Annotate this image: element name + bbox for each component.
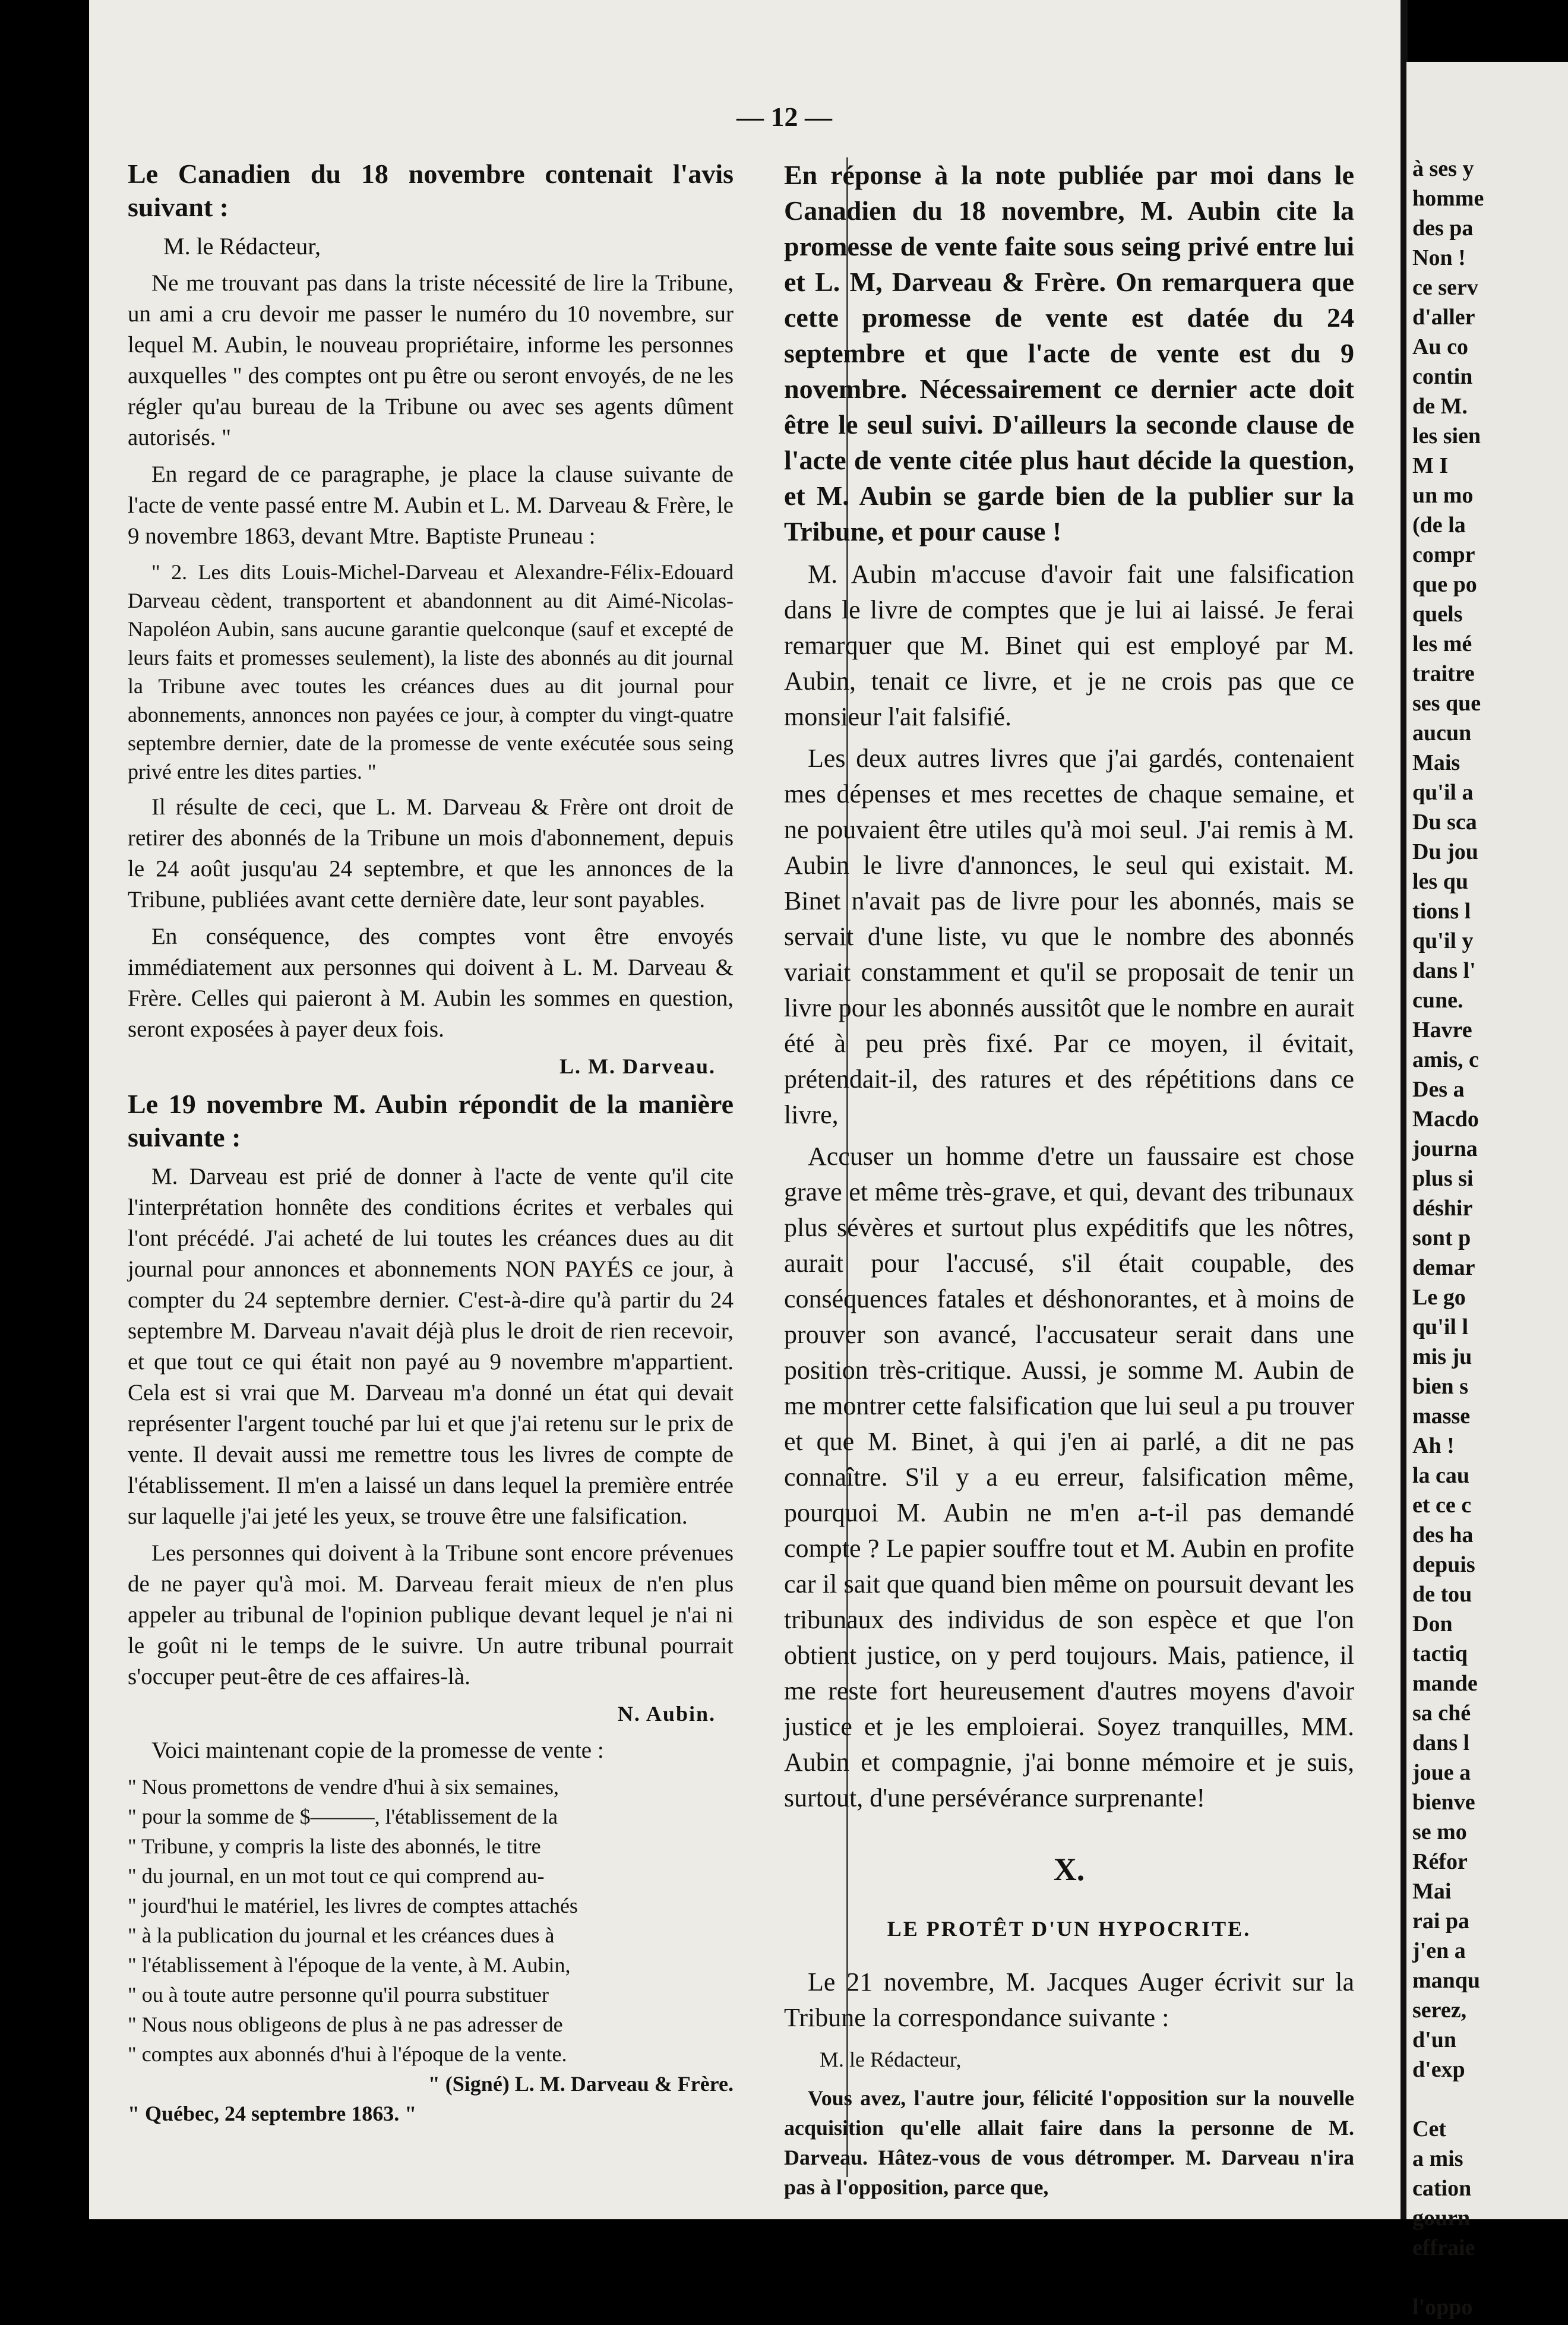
fragment-line: Au co bbox=[1412, 334, 1468, 359]
fragment-line: serez, bbox=[1412, 1998, 1467, 2023]
fragment-line: masse bbox=[1412, 1404, 1471, 1429]
fragment-line: mis ju bbox=[1412, 1344, 1472, 1369]
fragment-line: de tou bbox=[1412, 1582, 1472, 1607]
fragment-line: d'aller bbox=[1412, 305, 1475, 330]
quote-line: " à la publication du journal et les créances dues à bbox=[128, 1923, 555, 1947]
fragment-line: Macdo bbox=[1412, 1107, 1479, 1132]
fragment-line: Des a bbox=[1412, 1077, 1465, 1102]
quote-line: " jourd'hui le matériel, les livres de comptes attachés bbox=[128, 1894, 578, 1918]
fragment-line: manqu bbox=[1412, 1968, 1481, 1993]
salutation: M. le Rédacteur, bbox=[820, 2048, 962, 2071]
fragment-line: se mo bbox=[1412, 1819, 1467, 1844]
fragment-line: déshir bbox=[1412, 1196, 1473, 1221]
fragment-line: bien s bbox=[1412, 1374, 1468, 1399]
fragment-line: qu'il a bbox=[1412, 780, 1474, 805]
fragment-line: amis, c bbox=[1412, 1047, 1479, 1072]
left-column bbox=[128, 157, 734, 2128]
fragment-line: aucun bbox=[1412, 721, 1472, 745]
quoted-promise bbox=[128, 1772, 734, 2128]
paragraph: Les deux autres livres que j'ai gardés, contenaient mes dépenses et mes recettes de chaque semaine, et ne pouvaient être utiles qu'à moi seul. J'ai remis à M. Aubin le livre d'annonces, le seul qui existait. M. Binet n'avait pas de livre pour les abonnés, mais se servait d'une liste, vu que le nombre des abonnés variait constamment et qu'il se proposait de tenir un livre pour les abonnés aussitôt que le nombre en aurait été à peu près fixé. Par ce moyen, il évitait, prétendait-il, des ratures et des répétitions dans ce livre, bbox=[784, 744, 1354, 1129]
quote-line: " Tribune, y compris la liste des abonnés, le titre bbox=[128, 1834, 541, 1858]
fragment-line: Non ! bbox=[1412, 245, 1466, 270]
fragment-line: rai pa bbox=[1412, 1909, 1470, 1934]
fragment-line: d'exp bbox=[1412, 2057, 1465, 2082]
fragment-line: tions l bbox=[1412, 899, 1471, 924]
fragment-line: j'en a bbox=[1412, 1938, 1466, 1963]
section-title: LE PROTÊT D'UN HYPOCRITE. bbox=[887, 1917, 1251, 1941]
fragment-line: cune. bbox=[1412, 988, 1463, 1013]
fragment-line: mande bbox=[1412, 1671, 1478, 1696]
fragment-line: Mai bbox=[1412, 1879, 1452, 1904]
fragment-line: joue a bbox=[1412, 1760, 1471, 1785]
paragraph: M. Aubin m'accuse d'avoir fait une falsification dans le livre de comptes que je lui ai laissé. Je ferai remarquer que M. Binet qui est employé par M. Aubin, tenait ce livre, et je ne crois pas que ce monsieur l'ait falsifié. bbox=[784, 560, 1354, 731]
fragment-line: des ha bbox=[1412, 1522, 1474, 1547]
fragment-line: plus si bbox=[1412, 1166, 1474, 1191]
paragraph: Voici maintenant copie de la promesse de vente : bbox=[151, 1738, 604, 1763]
fragment-line: compr bbox=[1412, 542, 1475, 567]
fragment-line: cation bbox=[1412, 2176, 1472, 2201]
fragment-line: un mo bbox=[1412, 483, 1474, 508]
fragment-line: sa ché bbox=[1412, 1701, 1471, 1726]
fragment-line: homme bbox=[1412, 186, 1484, 211]
paragraph: Accuser un homme d'etre un faussaire est chose grave et même très-grave, et qui, devant des tribunaux plus sévères et surtout plus expéditifs que les nôtres, aurait pour l'accusé, s'il était coupable, des conséquences fatales et déshonorantes, et à moins de prouver son avancé, l'accusateur serait dans une position très-critique. Aussi, je somme M. Aubin de me montrer cette falsification que lui seul a pu trouver et que M. Binet, à qui j'en ai parlé, a dit ne pas connaître. S'il y a eu erreur, falsification même, pourquoi M. Aubin ne m'en a-t-il pas demandé compte ? Le papier souffre tout et M. Aubin en profite car il sait que quand bien même on poursuit devant les tribunaux des individus de son espèce et que l'on obtient justice, on y perd toujours. Mais, patience, il me reste fort heureusement d'autres moyens d'avoir justice et je les emploierai. Soyez tranquilles, MM. Aubin et compagnie, j'ai bonne mémoire et je suis, surtout, d'une persévérance surprenante! bbox=[784, 1142, 1354, 1812]
fragment-line: la cau bbox=[1412, 1463, 1470, 1488]
intro-heading: Le 19 novembre M. Aubin répondit de la manière suivante : bbox=[128, 1089, 734, 1152]
fragment-line: contin bbox=[1412, 364, 1473, 389]
fragment-line: tactiq bbox=[1412, 1641, 1468, 1666]
fragment-line: que po bbox=[1412, 572, 1477, 597]
right-column bbox=[784, 157, 1354, 2208]
fragment-line: Havre bbox=[1412, 1018, 1472, 1043]
adjacent-page-fragment bbox=[1406, 62, 1568, 2320]
quote-date: " Québec, 24 septembre 1863. " bbox=[128, 2102, 417, 2125]
paragraph: Les personnes qui doivent à la Tribune sont encore prévenues de ne payer qu'à moi. M. Darveau ferait mieux de n'en plus appeler au tribunal de l'opinion publique devant lequel je n'ai ni le goût ni le temps de le suivre. Un autre tribunal pourrait s'occuper peut-être de ces affaires-là. bbox=[128, 1540, 734, 1689]
fragment-line: ses que bbox=[1412, 691, 1481, 716]
fragment-line: a mis bbox=[1412, 2146, 1463, 2171]
fragment-line: gourn bbox=[1412, 2206, 1471, 2231]
fragment-line: les qu bbox=[1412, 869, 1468, 894]
paragraph: Le 21 novembre, M. Jacques Auger écrivit sur la Tribune la correspondance suivante : bbox=[784, 1967, 1354, 2032]
fragment-line: d'un bbox=[1412, 2027, 1456, 2052]
fragment-line: Cet bbox=[1412, 2116, 1446, 2141]
quote-signature: " (Signé) L. M. Darveau & Frère. bbox=[428, 2072, 734, 2096]
signature: L. M. Darveau. bbox=[559, 1054, 716, 1078]
fragment-line: M I bbox=[1412, 453, 1449, 478]
quote-line: " Nous promettons de vendre d'hui à six semaines, bbox=[128, 1775, 559, 1799]
paragraph: En conséquence, des comptes vont être envoyés immédiatement aux personnes qui doivent à L. M. Darveau & Frère. Celles qui paieront à M. Aubin les sommes en question, seront exposées à payer deux fois. bbox=[128, 924, 734, 1042]
page-number: — 12 — bbox=[736, 102, 832, 132]
fragment-line: Du sca bbox=[1412, 810, 1477, 835]
fragment-line: traitre bbox=[1412, 661, 1475, 686]
paragraph: M. Darveau est prié de donner à l'acte de vente qu'il cite l'interprétation honnête des conditions écrites et verbales qui l'ont précédé. J'ai acheté de lui toutes les créances dues au dit journal pour annonces et abonnements NON PAYÉS ce jour, à compter du 24 septembre dernier. C'est-à-dire qu'à partir du 24 septembre M. Darveau n'avait déjà plus le droit de rien recevoir, et que tout ce qui était non payé au 9 novembre m'appartient. Cela est si vrai que M. Darveau m'a donné un état qui devait représenter l'argent touché par lui et que j'ai retenu sur le prix de vente. Il devait aussi me remettre tous les livres de compte de l'établissement. Il m'en a laissé un dans lequel la première entrée sur laquelle j'ai jeté les yeux, se trouve être une falsification. bbox=[128, 1164, 734, 1529]
fragment-line: Réfor bbox=[1412, 1849, 1468, 1874]
fragment-line: Du jou bbox=[1412, 839, 1478, 864]
fragment-line: les mé bbox=[1412, 631, 1472, 656]
fragment-line: quels bbox=[1412, 602, 1463, 627]
paragraph: Il résulte de ceci, que L. M. Darveau & Frère ont droit de retirer des abonnés de la Tribune un mois d'abonnement, depuis le 24 août jusqu'au 24 septembre, et que les annonces de la Tribune, publiées avant cette dernière date, leur sont payables. bbox=[128, 794, 734, 912]
fragment-line: et ce c bbox=[1412, 1493, 1472, 1518]
fragment-line: demar bbox=[1412, 1255, 1475, 1280]
paragraph: Vous avez, l'autre jour, félicité l'opposition sur la nouvelle acquisition qu'elle allait faire dans la personne de M. Darveau. Hâtez-vous de vous détromper. M. Darveau n'ira pas à l'opposition, parce que, bbox=[784, 2086, 1354, 2199]
fragment-line: effraie bbox=[1412, 2235, 1475, 2260]
fragment-line: depuis bbox=[1412, 1552, 1475, 1577]
fragment-line: ce serv bbox=[1412, 275, 1478, 300]
paragraph: Ne me trouvant pas dans la triste nécessité de lire la Tribune, un ami a cru devoir me passer le numéro du 10 novembre, sur lequel M. Aubin, le nouveau propriétaire, informe les personnes auxquelles " des comptes ont pu être ou seront envoyés, de ne les régler qu'au bureau de la Tribune ou avec ses agents dûment autorisés. " bbox=[128, 270, 734, 450]
fragment-line: de M. bbox=[1412, 394, 1468, 419]
quote-line: " Nous nous obligeons de plus à ne pas adresser de bbox=[128, 2013, 563, 2036]
paragraph: En réponse à la note publiée par moi dans le Canadien du 18 novembre, M. Aubin cite la promesse de vente faite sous seing privé entre lui et L. M, Darveau & Frère. On remarquera que cette promesse de vente est datée du 24 septembre et que l'acte de vente est du 9 novembre. Nécessairement ce dernier acte doit être le seul suivi. D'ailleurs la seconde clause de l'acte de vente citée plus haut décide la question, et M. Aubin se garde bien de la publier sur la Tribune, et pour cause ! bbox=[784, 160, 1354, 546]
fragment-line: l'oppo bbox=[1412, 2295, 1473, 2320]
fragment-line: Ah ! bbox=[1412, 1433, 1455, 1458]
fragment-line: Don bbox=[1412, 1612, 1453, 1637]
intro-heading: Le Canadien du 18 novembre contenait l'avis suivant : bbox=[128, 159, 734, 222]
section-number: X. bbox=[1053, 1852, 1085, 1887]
fragment-line: qu'il y bbox=[1412, 928, 1474, 953]
fragment-line: (de la bbox=[1412, 513, 1466, 538]
fragment-line: qu'il l bbox=[1412, 1315, 1468, 1340]
salutation: M. le Rédacteur, bbox=[163, 233, 321, 260]
quote-line: " pour la somme de $———, l'établissement de la bbox=[128, 1805, 558, 1828]
fragment-line: à ses y bbox=[1412, 156, 1474, 181]
fragment-line: dans l bbox=[1412, 1730, 1470, 1755]
quoted-clause: " 2. Les dits Louis-Michel-Darveau et Alexandre-Félix-Edouard Darveau cèdent, transportent et abandonnent au dit Aimé-Nicolas-Napoléon Aubin, sans aucune garantie quelconque (sauf et excepté de leurs faits et promesses seulement), la liste des abonnés au dit journal la Tribune avec toutes les créances dues au dit journal pour abonnements, annonces non payées ce jour, à compter du vingt-quatre septembre dernier, date de la promesse de vente exécutée sous seing privé entre les dites parties. " bbox=[128, 560, 734, 784]
signature: N. Aubin. bbox=[617, 1702, 716, 1726]
quote-line: " du journal, en un mot tout ce qui comprend au- bbox=[128, 1864, 545, 1888]
quote-line: " l'établissement à l'époque de la vente, à M. Aubin, bbox=[128, 1953, 571, 1977]
fragment-line: bienve bbox=[1412, 1790, 1475, 1815]
paragraph: En regard de ce paragraphe, je place la clause suivante de l'acte de vente passé entre M. Aubin et L. M. Darveau & Frère, le 9 novembre 1863, devant Mtre. Baptiste Pruneau : bbox=[128, 462, 734, 549]
fragment-line: journa bbox=[1412, 1136, 1478, 1161]
fragment-line: dans l' bbox=[1412, 958, 1476, 983]
fragment-line: des pa bbox=[1412, 216, 1474, 241]
fragment-line: Le go bbox=[1412, 1285, 1466, 1310]
fragment-line: sont p bbox=[1412, 1225, 1471, 1250]
fragment-line: les sien bbox=[1412, 424, 1481, 448]
quote-line: " ou à toute autre personne qu'il pourra substituer bbox=[128, 1983, 549, 2007]
fragment-line: Mais bbox=[1412, 750, 1460, 775]
quote-line: " comptes aux abonnés d'hui à l'époque de la vente. bbox=[128, 2042, 567, 2066]
